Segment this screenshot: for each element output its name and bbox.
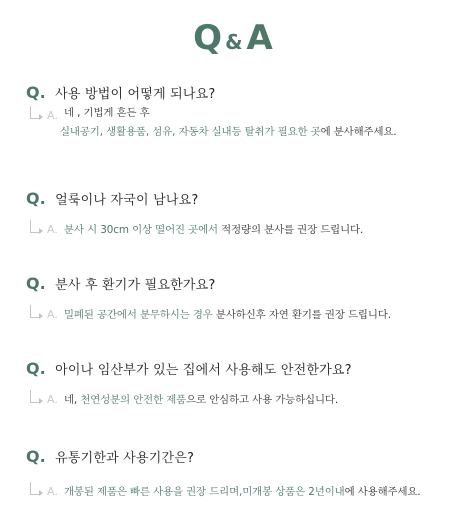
question-mark: Q. (26, 447, 46, 466)
answer-highlight: 밀폐된 공간에서 분무하시는 경우 (64, 309, 213, 321)
answer-rest: 에 사용해주세요. (344, 486, 421, 498)
answer-rest: 적정량의 분사를 권장 드립니다. (217, 224, 364, 236)
answer-mark: A. (47, 393, 58, 406)
question-mark: Q. (26, 274, 46, 293)
question-row (26, 273, 216, 297)
answer-mark: A. (47, 308, 58, 321)
answer-rest: 에 분사해주세요. (320, 126, 397, 138)
question-mark: Q. (26, 359, 46, 378)
answer-prefix: 네, (64, 394, 81, 406)
answer-rest: 으로 안심하고 사용 가능하십니다. (186, 394, 339, 406)
answer-highlight: 개봉된 제품은 빠른 사용을 권장 드리며, (64, 486, 243, 498)
question-text: 유통기한과 사용기간은? (55, 451, 195, 466)
question-row (26, 188, 198, 212)
answer-text (64, 393, 338, 407)
answer-mark: A. (47, 109, 58, 122)
question-mark: Q. (26, 83, 46, 102)
answer-line1: 네 , 기법게 흔든 후 (64, 107, 150, 119)
answer-highlight: 실내공기, 생활용품, 섬유, 자동차 실내등 탈취가 필요한 곳 (60, 126, 321, 138)
qa-header (0, 14, 466, 62)
answer-highlight-2: 미개봉 상품은 2년이내 (242, 486, 345, 498)
question-row (26, 446, 194, 470)
answer-highlight: 천연성분의 안전한 제품 (80, 394, 187, 406)
question-text: 사용 방법이 어떻게 되나요? (55, 87, 216, 102)
reply-arrow-head-icon (39, 398, 43, 404)
question-text: 얼룩이나 자국이 남나요? (55, 193, 199, 208)
question-mark: Q. (26, 189, 46, 208)
answer-highlight: 분사 시 30cm 이상 떨어진 곳에서 (64, 224, 218, 236)
answer-text (64, 106, 150, 120)
reply-arrow-head-icon (39, 114, 43, 120)
reply-arrow-head-icon (39, 228, 43, 234)
header-q: Q (193, 18, 223, 58)
answer-text (64, 485, 421, 499)
answer-text-line2 (60, 125, 397, 139)
header-a: A (246, 18, 273, 58)
question-text: 분사 후 환기가 필요한가요? (55, 278, 216, 293)
answer-text (64, 223, 363, 237)
header-amp: & (225, 30, 243, 54)
answer-mark: A. (47, 223, 58, 236)
reply-arrow-head-icon (39, 313, 43, 319)
answer-mark: A. (47, 485, 58, 498)
question-row (26, 82, 216, 106)
answer-text (64, 308, 391, 322)
answer-rest: 분사하신후 자연 환기를 권장 드립니다. (212, 309, 391, 321)
question-text: 아이나 임산부가 있는 집에서 사용해도 안전한가요? (55, 363, 352, 378)
question-row (26, 358, 352, 382)
reply-arrow-head-icon (39, 490, 43, 496)
